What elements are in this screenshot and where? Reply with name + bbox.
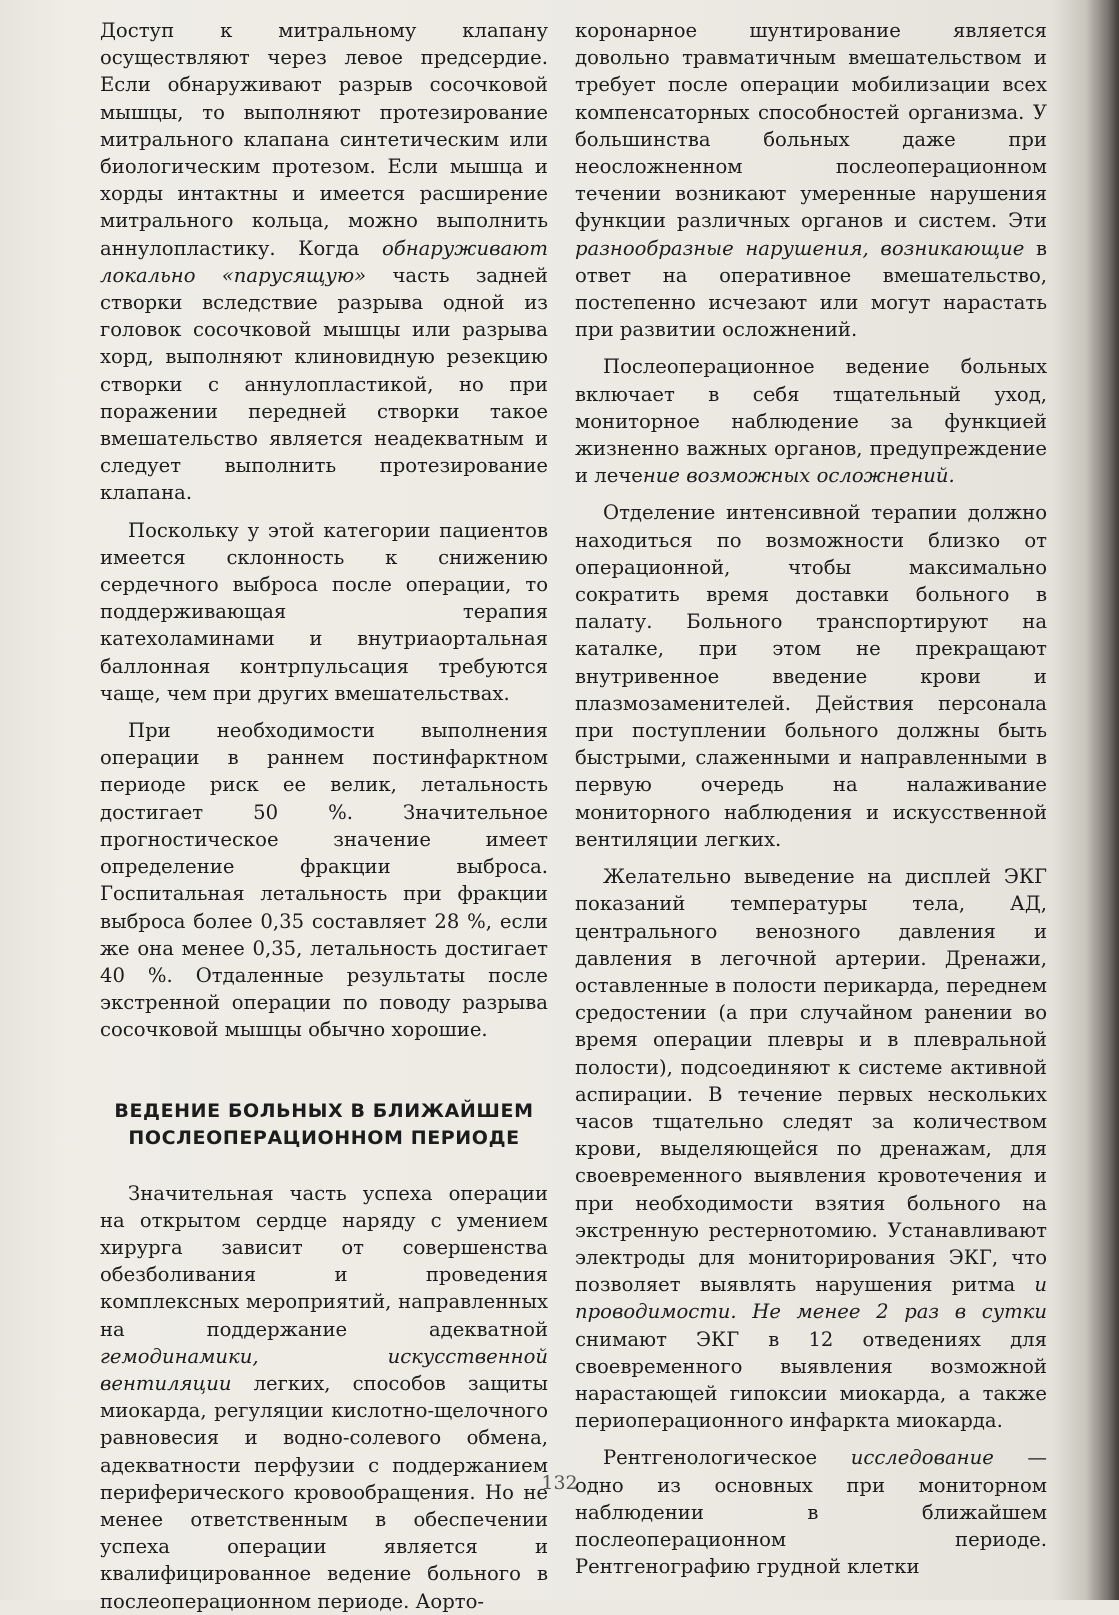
italic-text: обнаруживают локально «парусящую» — [100, 236, 548, 287]
italic-text: исследование — [850, 1446, 994, 1470]
text-run: Послеоперационное ведение больных включает в себя тщательный уход, мониторное наблюдение за функцией жизненно важных органов, предупреждение и лече — [575, 355, 1047, 488]
paragraph — [575, 863, 1047, 1434]
text-run: часть задней створки вследствие разрыва одной из головок сосочковой мышцы или разрыва хорд, выполняют клиновидную резекцию створки с аннулопластикой, но при поражении передней створки такое вмешательство является неадекватным и следует выполнить протезирование клапана. — [100, 263, 548, 505]
paragraph: При необходимости выполнения операции в раннем постинфарктном периоде риск ее велик, летальность достигает 50 %. Значительное прогностическое значение имеет определение фракции выброса. Госпитальная летальность при фракции выброса более 0,35 составляет 28 %, если же она менее 0,35, летальность достигает 40 %. Отдаленные результаты после экстренной операции по поводу разрыва сосочковой мышцы обычно хорошие. — [100, 719, 548, 1042]
italic-text: гемодинамики, искусственной вентиляции — [100, 1344, 548, 1395]
italic-text: разнообразные нарушения, возникающие — [575, 236, 1025, 260]
paragraph — [575, 1444, 1047, 1580]
paragraph: Поскольку у этой категории пациентов имеется склонность к снижению сердечного выброса после операции, то поддерживающая терапия катехоламинами и внутриаортальная баллонная контрпульсация требуются чаще, чем при других вмешательствах. — [100, 518, 548, 705]
text-run: Желательно выведение на дисплей ЭКГ показаний температуры тела, АД, центрального венозного давления и давления в легочной артерии. Дренажи, оставленные в полости перикарда, переднем средостении (а при случайном ранении во время операции плевры и в плевральной полости), подсоединяют к системе активной аспирации. В течение первых нескольких часов тщательно следят за количеством крови, выделяющейся по дренажам, для своевременного выявления кровотечения и при необходимости взятия больного на экстренную рестернотомию. Устанавливают электроды для мониторирования ЭКГ, что позволяет выявлять нарушения ритма — [575, 865, 1047, 1297]
italic-text: и проводимости. Не менее 2 раз в сутки — [575, 1273, 1047, 1324]
page-number: 132 — [541, 1472, 578, 1494]
right-column — [575, 17, 1047, 1580]
heading-line: ВЕДЕНИЕ БОЛЬНЫХ В БЛИЖАЙШЕМ — [114, 1099, 534, 1122]
paragraph — [575, 17, 1047, 343]
text-run: Доступ к митральному клапану осуществляют через левое предсердие. Если обнаруживают разрыв сосочковой мышцы, то выполняют протезирование митрального клапана синтетическим или биологическим протезом. Если мышца и хорды интактны и имеется расширение митрального кольца, можно выполнить аннулопластику. Когда — [100, 19, 548, 260]
heading-line: ПОСЛЕОПЕРАЦИОННОМ ПЕРИОДЕ — [128, 1126, 520, 1149]
text-run: в ответ на оперативное вмешательство, постепенно исчезают или могут нарастать при развитии осложнений. — [575, 236, 1047, 342]
text-run: коронарное шунтирование является довольно травматичным вмешательством и требует после операции мобилизации всех компенсаторных способностей организма. У большинства больных даже при неосложненном послеоперационном течении возникают умеренные нарушения функции различных органов и систем. Эти — [575, 19, 1047, 233]
section-heading — [100, 1098, 548, 1152]
left-column — [100, 17, 548, 1615]
paragraph — [575, 353, 1047, 489]
text-run: — одно из основных при мониторном наблюдении в ближайшем послеоперационном периоде. Рентгенографию грудной клетки — [575, 1446, 1047, 1579]
text-run: снимают ЭКГ в 12 отведениях для своевременного выявления возможной нарастающей гипоксии миокарда, а также периоперационного инфаркта миокарда. — [575, 1327, 1047, 1433]
italic-text: ние возможных осложнений. — [642, 464, 955, 488]
paragraph — [100, 1180, 548, 1615]
paragraph: Отделение интенсивной терапии должно находиться по возможности близко от операционной, чтобы максимально сократить время доставки больного в палату. Больного транспортируют на каталке, при этом не прекращают внутривенное введение крови и плазмозаменителей. Действия персонала при поступлении больного должны быть быстрыми, слаженными и направленными в первую очередь на налаживание мониторного наблюдения и искусственной вентиляции легких. — [575, 501, 1047, 851]
text-run: Рентгенологическое — [603, 1446, 851, 1470]
text-run: Значительная часть успеха операции на открытом сердце наряду с умением хирурга зависит от совершенства обезболивания и проведения комплексных мероприятий, направленных на поддержание адекватной — [100, 1181, 548, 1341]
paragraph — [100, 17, 548, 507]
text-run: легких, способов защиты миокарда, регуляции кислотно-щелочного равновесия и водно-солевого обмена, адекватности перфузии с поддержанием периферического кровообращения. Но не менее ответственным в обеспечении успеха операции является и квалифицированное ведение больного в послеоперационном периоде. Аорто- — [100, 1371, 548, 1613]
